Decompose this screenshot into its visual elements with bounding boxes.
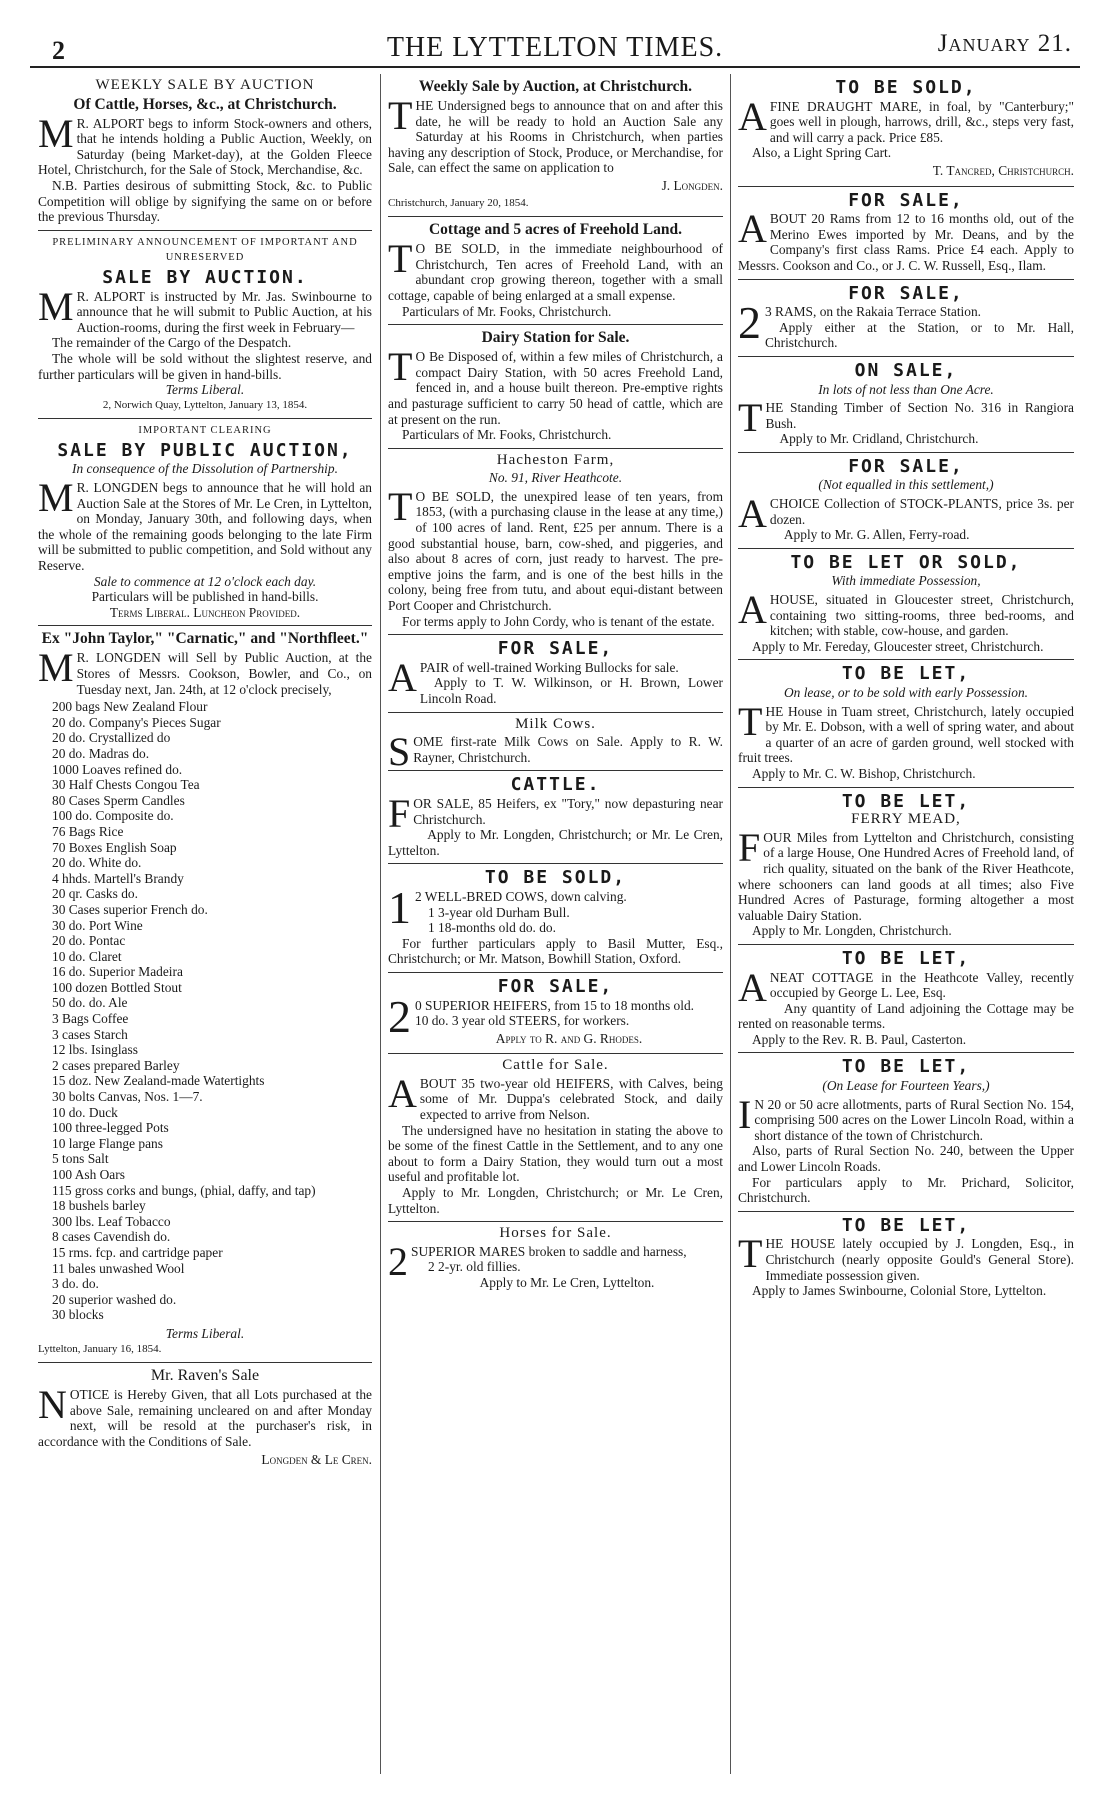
- ad-apply: Apply to Mr. Longden, Christchurch.: [752, 923, 952, 939]
- ad-heading: ON SALE,: [854, 359, 958, 381]
- ad-heading: TO BE LET,: [841, 663, 971, 685]
- ad-dateline: Christchurch, January 20, 1854.: [388, 196, 529, 209]
- ad-body: MR. ALPORT begs to inform Stock-owners and others, that he intends holding a Public Auction, Weekly, on Saturday (being Market-day), at the Golden Fleece Hotel, Christchurch, for the Sale of Stock, Merchandise, &c.: [38, 110, 372, 178]
- ad-house-gloucester: [738, 549, 1074, 661]
- ad-subheading: FERRY MEAD,: [851, 811, 961, 828]
- ad-body: MR. LONGDEN will Sell by Public Auction, at the Stores of Messrs. Cookson, Bowler, and Co., on Tuesday next, Jan. 24th, at 12 o'clock precisely,: [38, 645, 372, 697]
- ad-apply: Apply to Mr. Cridland, Christchurch.: [779, 431, 979, 447]
- goods-list-item: 115 gross corks and bungs, (phial, daffy, and tap): [52, 1182, 316, 1198]
- goods-list-item: 8 cases Cavendish do.: [52, 1229, 171, 1245]
- goods-list-item: 4 hhds. Martell's Brandy: [52, 870, 184, 886]
- ad-subtitle: With immediate Possession,: [831, 573, 981, 589]
- issue-date: January 21.: [937, 30, 1072, 57]
- goods-list-item: 30 blocks: [52, 1307, 104, 1323]
- ad-twenty-rams: [738, 187, 1074, 280]
- ad-heading: TO BE LET,: [841, 790, 971, 812]
- ad-apply: Apply to R. and G. Rhodes.: [495, 1030, 643, 1046]
- ad-terms: Terms Liberal.: [165, 382, 245, 398]
- ad-draught-mare: [738, 74, 1074, 187]
- masthead: [30, 22, 1080, 68]
- ad-heading: FOR SALE,: [497, 638, 614, 660]
- ad-note: Sale to commence at 12 o'clock each day.: [93, 573, 317, 589]
- ad-apply: Apply to Mr. Le Cren, Lyttelton.: [479, 1275, 655, 1290]
- ad-apply: Apply to the Rev. R. B. Paul, Casterton.: [752, 1031, 967, 1047]
- ad-weekly-sale: [38, 74, 372, 231]
- goods-list-item: 20 do. Madras do.: [52, 745, 150, 761]
- ad-line: 2 2-yr. old fillies.: [428, 1259, 521, 1275]
- ad-particulars: Particulars of Mr. Fooks, Christchurch.: [402, 427, 612, 443]
- newspaper-title: THE LYTTELTON TIMES.: [386, 32, 724, 63]
- ad-heading: TO BE SOLD,: [835, 77, 977, 98]
- ad-body: Any quantity of Land adjoining the Cottage may be rented on reasonable terms.: [738, 1000, 1074, 1032]
- ad-body: Also, parts of Rural Section No. 240, between the Upper and Lower Lincoln Roads.: [738, 1143, 1074, 1175]
- ad-heading: FOR SALE,: [497, 975, 614, 997]
- ad-body: TO BE SOLD, in the immediate neighbourhood of Christchurch, Ten acres of Freehold Land, with an abundant crop growing thereon, together with a small cottage, capable of being enlarged at a small expense.: [388, 236, 723, 303]
- goods-list-item: 76 Bags Rice: [52, 823, 124, 839]
- ad-bullocks: [388, 635, 723, 712]
- ad-body: 12 WELL-BRED COWS, down calving.: [388, 881, 627, 933]
- goods-list-item: 100 Ash Oars: [52, 1167, 125, 1182]
- ad-heading: TO BE LET,: [841, 947, 971, 969]
- goods-list-item: 1000 Loaves refined do.: [52, 761, 183, 777]
- column-right: [738, 74, 1074, 1784]
- ad-signature: T. Tancred, Christchurch.: [932, 162, 1074, 178]
- ad-heading: TO BE LET,: [841, 1214, 971, 1236]
- ad-cattle: [388, 771, 723, 864]
- ad-dateline: Lyttelton, January 16, 1854.: [38, 1342, 162, 1355]
- ad-apply: Apply to Mr. Longden, Christchurch; or Mr. Le Cren, Lyttelton.: [388, 827, 723, 858]
- ad-heading: Cattle for Sale.: [502, 1057, 609, 1074]
- goods-list-item: 20 do. White do.: [52, 855, 142, 871]
- ad-apply: Apply to T. W. Wilkinson, or H. Brown, Lower Lincoln Road.: [419, 675, 723, 706]
- goods-list-item: 2 cases prepared Barley: [52, 1057, 180, 1073]
- ad-house-longden: [738, 1212, 1074, 1304]
- ad-terms: Terms Liberal.: [165, 1325, 245, 1341]
- ad-note: N.B. Parties desirous of submitting Stock, &c. to Public Competition will oblige by signifying the same on or before the previous Thursday.: [38, 177, 372, 225]
- ad-body: THE HOUSE lately occupied by J. Longden, Esq., in Christchurch (nearly opposite Gould's General Store). Immediate possession given.: [738, 1231, 1074, 1283]
- ad-house-tuam: [738, 660, 1074, 787]
- goods-list-item: 20 do. Company's Pieces Sugar: [52, 714, 221, 730]
- ad-standing-timber: [738, 357, 1074, 453]
- ad-twenty-three-rams: [738, 280, 1074, 357]
- ad-body: FOR SALE, 85 Heifers, ex "Tory," now depasturing near Christchurch.: [388, 790, 723, 836]
- ad-heading: Weekly Sale by Auction, at Christchurch.: [418, 78, 693, 95]
- ad-apply: For terms apply to John Cordy, who is tenant of the estate.: [402, 613, 715, 629]
- ad-body: SOME first-rate Milk Cows on Sale. Apply to R. W. Rayner, Christchurch.: [388, 729, 723, 775]
- goods-list-item: 10 large Flange pans: [52, 1135, 163, 1151]
- ad-line: 1 18-months old do. do.: [428, 920, 556, 936]
- column-left: [38, 74, 372, 1784]
- ad-raven-sale: [38, 1363, 372, 1474]
- goods-list-item: 30 Half Chests Congou Tea: [52, 777, 200, 793]
- ad-title: SALE BY PUBLIC AUCTION,: [57, 439, 353, 461]
- goods-list-item: 20 superior washed do.: [52, 1291, 177, 1307]
- ad-body: MR. LONGDEN begs to announce that he will hold an Auction Sale at the Stores of Mr. Le Cren, in Lyttelton, on Monday, January 30th, and following days, when the whole of the remaining goods belonging to the late Firm will be submitted to public competition, and Sold without any Reserve.: [38, 475, 372, 574]
- ad-body: ANEAT COTTAGE in the Heathcote Valley, recently occupied by George L. Lee, Esq.: [738, 964, 1074, 1010]
- goods-list-item: 18 bushels barley: [52, 1198, 146, 1214]
- ad-body: AFINE DRAUGHT MARE, in foal, by "Canterbury;" goes well in plough, harrows, drill, &c., steps very fast, and will carry a pack. Price £85.: [738, 93, 1074, 145]
- ad-apply: Apply to James Swinbourne, Colonial Store, Lyttelton.: [752, 1283, 1047, 1299]
- ad-cottage-freehold: [388, 217, 723, 325]
- ad-body: ABOUT 35 two-year old HEIFERS, with Calves, being some of Mr. Duppa's celebrated Stock, and daily expected to arrive from Nelson.: [388, 1070, 723, 1123]
- newspaper-page: [30, 22, 1080, 1787]
- ad-heading: TO BE LET OR SOLD,: [790, 551, 1022, 573]
- ad-subtitle: No. 91, River Heathcote.: [488, 470, 623, 486]
- goods-list-item: 100 do. Composite do.: [52, 808, 174, 824]
- ad-weekly-christchurch: [388, 74, 723, 217]
- ad-body: THE Undersigned begs to announce that on and after this date, he will be ready to hold an Auction Sale any Saturday at his Rooms in Christchurch, when parties having any description of Stock, Produce, or Merchandise, for Sale, can effect the same on application to: [388, 93, 723, 176]
- ad-body: The whole will be sold without the slightest reserve, and further particulars will be given in hand-bills.: [38, 350, 372, 382]
- ad-dairy-station: [388, 325, 723, 449]
- ad-heading: Mr. Raven's Sale: [150, 1367, 260, 1385]
- ad-subtitle: In consequence of the Dissolution of Partnership.: [72, 461, 338, 477]
- goods-list-item: 50 do. do. Ale: [52, 995, 128, 1011]
- ad-body: Also, a Light Spring Cart.: [752, 145, 892, 161]
- ad-preliminary-sale: [38, 231, 372, 420]
- ad-body: IN 20 or 50 acre allotments, parts of Rural Section No. 154, comprising 500 acres on the Lower Lincoln Road, within a short distance of the town of Christchurch.: [738, 1091, 1074, 1143]
- goods-list-item: 70 Boxes English Soap: [52, 839, 177, 855]
- goods-list-item: 30 do. Port Wine: [52, 917, 143, 933]
- ad-subtitle: In lots of not less than One Acre.: [818, 381, 994, 397]
- goods-list-item: 100 three-legged Pots: [52, 1120, 169, 1136]
- ad-body: APAIR of well-trained Working Bullocks for sale.: [388, 654, 679, 700]
- ad-heading: FOR SALE,: [848, 189, 964, 211]
- ad-heading: IMPORTANT CLEARING: [138, 425, 272, 437]
- ad-title: SALE BY AUCTION.: [102, 266, 308, 288]
- ad-heading: CATTLE.: [510, 774, 601, 796]
- goods-list-item: 3 do. do.: [52, 1276, 99, 1292]
- goods-list-item: 12 lbs. Isinglass: [52, 1042, 138, 1058]
- ad-heading: TO BE LET,: [841, 1056, 971, 1078]
- ad-subtitle: (Not equalled in this settlement,): [818, 477, 994, 493]
- ad-heading: Hacheston Farm,: [496, 451, 615, 468]
- ad-body: TO BE SOLD, the unexpired lease of ten years, from 1853, (with a purchasing clause in the lease at any time,) of 100 acres of land. Rent, £25 per annum. There is a good substantial house, barn, cow-shed, and piggeries, and also about 8 acres of corn, just ready to harvest. The pre-emptive joins the farm, and is one of the best hills in the colony, being free from tutu, and about equi-distant between Port Cooper and Christchurch.: [388, 483, 723, 614]
- ad-apply: For further particulars apply to Basil Mutter, Esq., Christchurch; or Mr. Matson, Bowhill Station, Oxford.: [388, 935, 723, 967]
- ad-apply: Apply either at the Station, or to Mr. Hall, Christchurch.: [765, 319, 1074, 351]
- goods-list-item: 3 Bags Coffee: [52, 1011, 129, 1027]
- ad-heading: FOR SALE,: [848, 282, 964, 304]
- ad-twelve-cows: [388, 864, 723, 973]
- ad-body: The undersigned have no hesitation in stating the above to be some of the finest Cattle in the Settlement, and to any one about to form a Dairy Station, they would turn out a most useful and profitable lot.: [388, 1122, 723, 1185]
- ad-heading: WEEKLY SALE BY AUCTION: [95, 77, 315, 93]
- goods-list: [38, 699, 372, 1323]
- ad-line: 1 3-year old Durham Bull.: [428, 904, 570, 920]
- goods-list-item: 300 lbs. Leaf Tobacco: [52, 1213, 171, 1229]
- ad-stock-plants: [738, 453, 1074, 549]
- ad-allotments: [738, 1053, 1074, 1211]
- ad-heading: Horses for Sale.: [499, 1225, 612, 1242]
- ad-body: 2SUPERIOR MARES broken to saddle and harness,: [388, 1238, 687, 1284]
- ad-particulars: Particulars of Mr. Fooks, Christchurch.: [402, 303, 612, 319]
- goods-list-item: 15 doz. New Zealand-made Watertights: [52, 1073, 265, 1089]
- ad-apply: Apply to Mr. Fereday, Gloucester street, Christchurch.: [752, 638, 1044, 654]
- ad-apply: Apply to Mr. Longden, Christchurch; or Mr. Le Cren, Lyttelton.: [388, 1185, 723, 1216]
- goods-list-item: 20 qr. Casks do.: [52, 886, 138, 902]
- ad-heading: Ex "John Taylor," "Carnatic," and "Northfleet.": [41, 630, 369, 648]
- ad-ferry-mead: [738, 788, 1074, 945]
- ad-clearing-sale: [38, 419, 372, 626]
- ad-heading: Milk Cows.: [515, 715, 596, 732]
- goods-list-item: 10 do. Duck: [52, 1104, 118, 1120]
- goods-list-item: 30 Cases superior French do.: [52, 901, 208, 917]
- ad-line: 10 do. 3 year old STEERS, for workers.: [415, 1013, 630, 1029]
- ad-heading: TO BE SOLD,: [484, 867, 627, 889]
- goods-list-item: 80 Cases Sperm Candles: [52, 792, 185, 808]
- ad-heading: PRELIMINARY ANNOUNCEMENT OF IMPORTANT AND UNRESERVED: [52, 236, 358, 264]
- goods-list-item: 100 dozen Bottled Stout: [52, 979, 182, 995]
- ad-milk-cows: [388, 713, 723, 775]
- ad-apply: Apply to Mr. C. W. Bishop, Christchurch.: [752, 765, 976, 781]
- ad-subtitle: (On Lease for Fourteen Years,): [822, 1078, 990, 1094]
- goods-list-item: 16 do. Superior Madeira: [52, 964, 183, 980]
- ad-hacheston-farm: [388, 449, 723, 636]
- goods-list-item: 200 bags New Zealand Flour: [52, 699, 208, 715]
- goods-list-item: 30 bolts Canvas, Nos. 1—7.: [52, 1089, 203, 1105]
- goods-list-item: 11 bales unwashed Wool: [52, 1260, 185, 1276]
- ad-horses: [388, 1222, 723, 1295]
- ad-body: TO Be Disposed of, within a few miles of Christchurch, a compact Dairy Station, with 50 acres Freehold Land, fenced in, and a house built thereon. Pre-emptive rights and pasturage sufficient to carry 50 head of cattle, which are at present on the run.: [388, 344, 723, 427]
- ad-cottage-heathcote: [738, 945, 1074, 1054]
- ad-note: Particulars will be published in hand-bills.: [91, 589, 319, 605]
- ad-terms: Terms Liberal. Luncheon Provided.: [109, 604, 301, 620]
- goods-list-item: 15 rms. fcp. and cartridge paper: [52, 1244, 223, 1260]
- goods-list-item: 20 do. Crystallized do: [52, 730, 171, 746]
- ad-body: ACHOICE Collection of STOCK-PLANTS, price 3s. per dozen.: [738, 491, 1074, 537]
- ad-apply: For particulars apply to Mr. Prichard, Solicitor, Christchurch.: [738, 1174, 1074, 1206]
- goods-list-item: 10 do. Claret: [52, 948, 122, 964]
- ad-signature: J. Longden.: [661, 177, 723, 193]
- ad-body: 23 RAMS, on the Rakaia Terrace Station.: [738, 297, 981, 349]
- column-middle: [388, 74, 723, 1784]
- ad-body: 20 SUPERIOR HEIFERS, from 15 to 18 months old.: [388, 990, 694, 1042]
- ad-twenty-heifers: [388, 973, 723, 1054]
- page-number: 2: [52, 36, 65, 65]
- ad-heading: Of Cattle, Horses, &c., at Christchurch.: [73, 95, 337, 113]
- ad-body: The remainder of the Cargo of the Despatch.: [52, 335, 292, 351]
- ad-cattle-for-sale: [388, 1054, 723, 1222]
- column-rule: [380, 74, 381, 1774]
- ad-body: NOTICE is Hereby Given, that all Lots purchased at the above Sale, remaining uncleared on and after Monday next, will be resold at the purchaser's risk, in accordance with the Conditions of Sale.: [38, 1382, 372, 1449]
- ad-body: ABOUT 20 Rams from 12 to 16 months old, out of the Merino Ewes imported by Mr. Deans, and by the Company's first class Rams. Price £4 each. Apply to Messrs. Cookson and Co., or J. C. W. Russell, Esq., Ilam.: [738, 206, 1074, 273]
- column-rule: [730, 74, 731, 1774]
- goods-list-item: 20 do. Pontac: [52, 933, 126, 949]
- ad-body: MR. ALPORT is instructed by Mr. Jas. Swinbourne to announce that he will submit to Public Auction, at his Auction-rooms, during the first week in February—: [38, 283, 372, 335]
- ad-heading: FOR SALE,: [848, 455, 964, 477]
- goods-list-item: 3 cases Starch: [52, 1026, 128, 1042]
- ad-body: FOUR Miles from Lyttelton and Christchurch, consisting of a large House, One Hundred Acres of Freehold land, of rich quality, situated on the bank of the River Heathcote, where schooners can land goods at all times; also Five Hundred Acres of Pasturage, forming altogether a most valuable Dairy Station.: [738, 824, 1074, 923]
- ad-body: THE Standing Timber of Section No. 316 in Rangiora Bush.: [738, 395, 1074, 441]
- ad-body: AHOUSE, situated in Gloucester street, Christchurch, containing two sitting-rooms, three bed-rooms, and kitchen; with stable, cow-house, and garden.: [738, 587, 1074, 639]
- ad-signature: Longden & Le Cren.: [261, 1451, 372, 1467]
- ad-ex-ships: [38, 626, 372, 1363]
- ad-heading: Cottage and 5 acres of Freehold Land.: [428, 221, 683, 239]
- ad-apply: Apply to Mr. G. Allen, Ferry-road.: [783, 527, 970, 543]
- goods-list-item: 5 tons Salt: [52, 1151, 109, 1167]
- ad-heading: Dairy Station for Sale.: [481, 329, 630, 347]
- ad-dateline: 2, Norwich Quay, Lyttelton, January 13, 1854.: [102, 398, 308, 411]
- ad-subtitle: On lease, or to be sold with early Possession.: [784, 685, 1028, 700]
- ad-body: THE House in Tuam street, Christchurch, lately occupied by Mr. E. Dobson, with a well of spring water, and about a quarter of an acre of garden ground, well stocked with fruit trees.: [738, 698, 1074, 766]
